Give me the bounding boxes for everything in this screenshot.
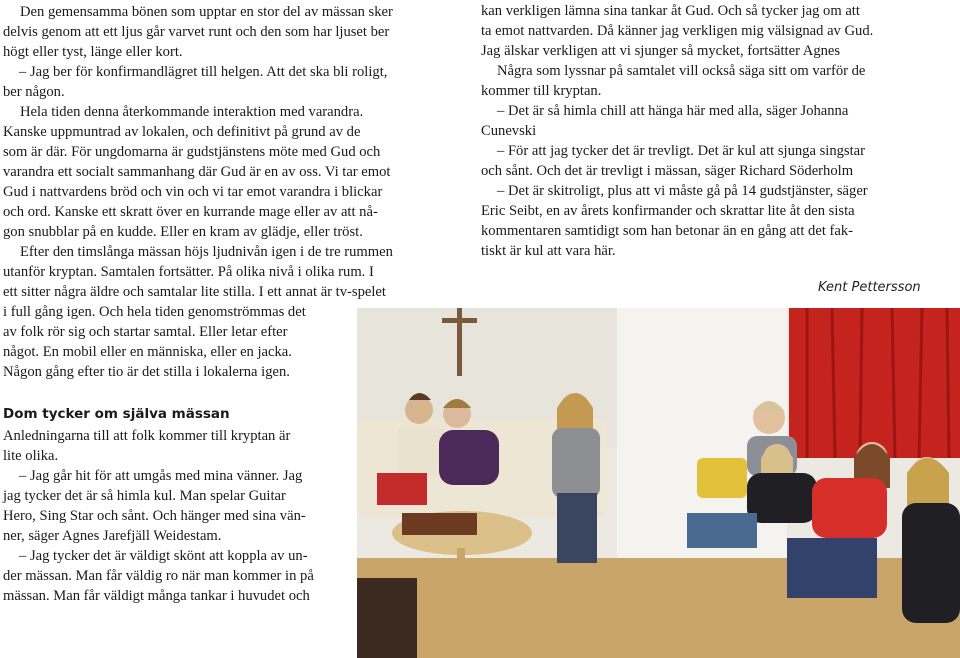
group-photo [357,308,960,658]
text-line: gon snubblar på en kudde. Eller en kram av glädje, eller tröst. [3,224,363,240]
text-line: – För att jag tycker det är trevligt. Det är kul att sjunga singstar [497,143,865,159]
text-line: som är där. För ungdomarna är gudstjänstens möte med Gud och [3,144,381,160]
text-line: lite olika. [3,448,59,464]
text-line: Cunevski [481,123,537,139]
text-line: och sånt. Och det är trevligt i mässan, säger Richard Söderholm [481,163,854,179]
text-line: delvis genom att ett ljus går varvet runt och den som har ljuset ber [3,24,390,40]
text-line: Efter den timslånga mässan höjs ljudnivån igen i de tre rummen [20,244,393,260]
text-line: ner, säger Agnes Jarefjäll Weidestam. [3,528,222,544]
photo-credit: Kent Pettersson [818,280,921,295]
text-line: – Jag tycker det är väldigt skönt att koppla av un- [19,548,308,564]
text-line: ett sitter några äldre och samtalar lite stilla. I ett annat är tv-spelet [3,284,386,300]
text-line: – Det är skitroligt, plus att vi måste gå på 14 gudstjänster, säger [497,183,868,199]
text-line: av folk rör sig och startar samtal. Eller letar efter [3,324,288,340]
section-heading: Dom tycker om själva mässan [3,406,230,422]
text-line: högt eller tyst, länge eller kort. [3,44,183,60]
text-line: Gud i nattvardens bröd och vin och vi tar emot varandra i blickar [3,184,383,200]
text-line: och ord. Kanske ett skratt över en kurrande mage eller av att nå- [3,204,378,220]
text-line: Kanske uppmuntrad av lokalen, och definitivt på grund av de [3,124,361,140]
text-line: jag tycker det är så himla kul. Man spelar Guitar [3,488,286,504]
text-line: utanför kryptan. Samtalen fortsätter. På olika nivå i olika rum. I [3,264,374,280]
text-line: kommentaren samtidigt som han betonar än en gång att det fak- [481,223,854,239]
text-line: kan verkligen lämna sina tankar åt Gud. Och så tycker jag om att [481,3,860,19]
text-line: Anledningarna till att folk kommer till kryptan är [3,428,291,444]
text-line: Eric Seibt, en av årets konfirmander och skrattar lite åt den sista [481,203,855,219]
text-line: tiskt är kul att vara här. [481,243,616,259]
text-line: mässan. Man får väldigt många tankar i huvudet och [3,588,310,604]
text-line: – Det är så himla chill att hänga här med alla, säger Johanna [497,103,849,119]
text-line: Hero, Sing Star och sånt. Och hänger med sina vän- [3,508,306,524]
text-line: Någon gång efter tio är det stilla i lokalerna igen. [3,364,290,380]
text-line: Jag älskar verkligen att vi sjunger så mycket, fortsätter Agnes [481,43,841,59]
text-line: kommer till kryptan. [481,83,602,99]
text-line: Några som lyssnar på samtalet vill också säga sitt om varför de [497,63,866,79]
text-line: – Jag ber för konfirmandlägret till helgen. Att det ska bli roligt, [19,64,388,80]
text-line: – Jag går hit för att umgås med mina vänner. Jag [19,468,303,484]
text-line: Den gemensamma bönen som upptar en stor del av mässan sker [20,4,393,20]
text-line: något. En mobil eller en människa, eller en jacka. [3,344,292,360]
text-line: i full gång igen. Och hela tiden genomströmmas det [3,304,306,320]
text-line: Hela tiden denna återkommande interaktion med varandra. [20,104,364,120]
text-line: ta emot nattvarden. Då känner jag verkligen mig välsignad av Gud. [481,23,874,39]
text-line: der mässan. Man får väldig ro när man kommer in på [3,568,314,584]
text-line: varandra ett socialt sammanhang där Gud är en av oss. Vi tar emot [3,164,391,180]
text-line: ber någon. [3,84,65,100]
